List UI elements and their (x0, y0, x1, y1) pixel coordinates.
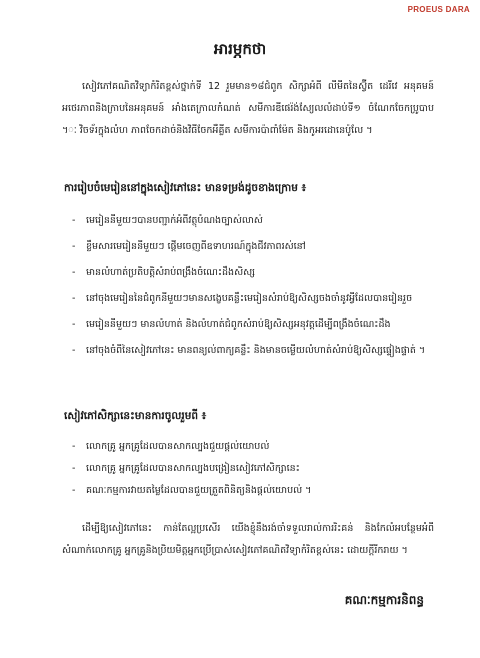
list-item: - នៅចុងមេរៀននៃជំពូកនីមួយៗមានសង្ខេបគន្លឹះមេរៀនសំរាប់ឱ្យសិស្សចងចាំនូវអ្វីដែលបានរៀនរួច (72, 288, 432, 310)
contributors-heading: សៀវភៅសិក្សានេះមានការចូលរួមពី ៖ (64, 410, 207, 422)
intro-paragraph: សៀវភៅគណិតវិទ្យាកំរិតខ្ពស់ថ្នាក់ទី 12 រួមមាន១៨ជំពូក សិក្សាអំពី លីមីតនៃស្វ៊ីត ដេរីវេ អនុគមន៍ អថេរភាពនិងក្រាបនៃអនុគមន៍ អាំងតេក្រាលកំណត់ សមីការឌីផេរ៉ង់ស្យែលលំដាប់ទី១ ចំណែកចែកប្រូបាប ។ៈ វិចទ័រក្នុងលំហ ភាពចែកដាច់និងវិធីចែកអឺគ្លីត សមីការប៉ាពាំម៉ែត និងកូអរដោនេប៉ូលែ ។ (62, 81, 434, 136)
list-item: - មេរៀននីមួយៗ មានលំហាត់ និងលំហាត់ជំពូកសំរាប់ឱ្យសិស្សអនុវត្តដើម្បីពង្រឹងចំណេះដឹង (72, 314, 432, 336)
author-watermark: PROEUS DARA (407, 5, 470, 14)
page-title: អារម្ភកថា (213, 40, 267, 58)
closing-paragraph: ដើម្បីឱ្យសៀវភៅនេះ កាន់តែល្អប្រសើរ យើងខ្ញុំនឹងរង់ចាំទទួលរាល់ការរិះគន់ និងកែលំអបន្ថែមអំពីសំណាក់លោកគ្រូ អ្នកគ្រូនិងប្រិយមិត្តអ្នកប្រើប្រាស់សៀវភៅគណិតវិទ្យាកំរិតខ្ពស់នេះ ដោយក្ដីរីករាយ ។ (62, 523, 434, 556)
lesson-structure-list (72, 210, 432, 366)
list-item: - លោកគ្រូ អ្នកគ្រូដែលបានសាកល្បងជួយផ្ដល់យោបល់ (72, 436, 432, 458)
author-committee-signature: គណៈកម្មការនិពន្ធ (344, 593, 424, 607)
lesson-structure-heading: ការរៀបចំមេរៀននៅក្នុងសៀវភៅនេះ មានទម្រង់ដូចខាងក្រោម ៖ (64, 182, 307, 194)
list-item: - ខ្លឹមសារមេរៀននីមួយៗ ផ្ដើមចេញពីឧទាហរណ៍ក្នុងជីវភាពរស់នៅ (72, 236, 432, 258)
list-item: - គណៈកម្មការវាយតម្លៃដែលបានជួយត្រួតពិនិត្យនិងផ្ដល់យោបល់ ។ (72, 480, 432, 502)
list-item: - មេរៀននីមួយៗបានបញ្ជាក់អំពីវត្ថុបំណងច្បាស់លាស់ (72, 210, 432, 232)
list-item: - លោកគ្រូ អ្នកគ្រូដែលបានសាកល្បងបង្រៀនសៀវភៅសិក្សានេះ (72, 458, 432, 480)
list-item: - នៅចុងចំពីនៃសៀវភៅនេះ មានពន្យល់ពាក្យគន្លឹះ និងមានចម្លើយលំហាត់សំរាប់ឱ្យសិស្សផ្ទៀងផ្ទាត់ ។ (72, 340, 432, 362)
list-item: - មានលំហាត់ប្រតិបត្តិសំរាប់ពង្រឹងចំណេះដឹងសិស្ស (72, 262, 432, 284)
contributors-list (72, 436, 432, 502)
